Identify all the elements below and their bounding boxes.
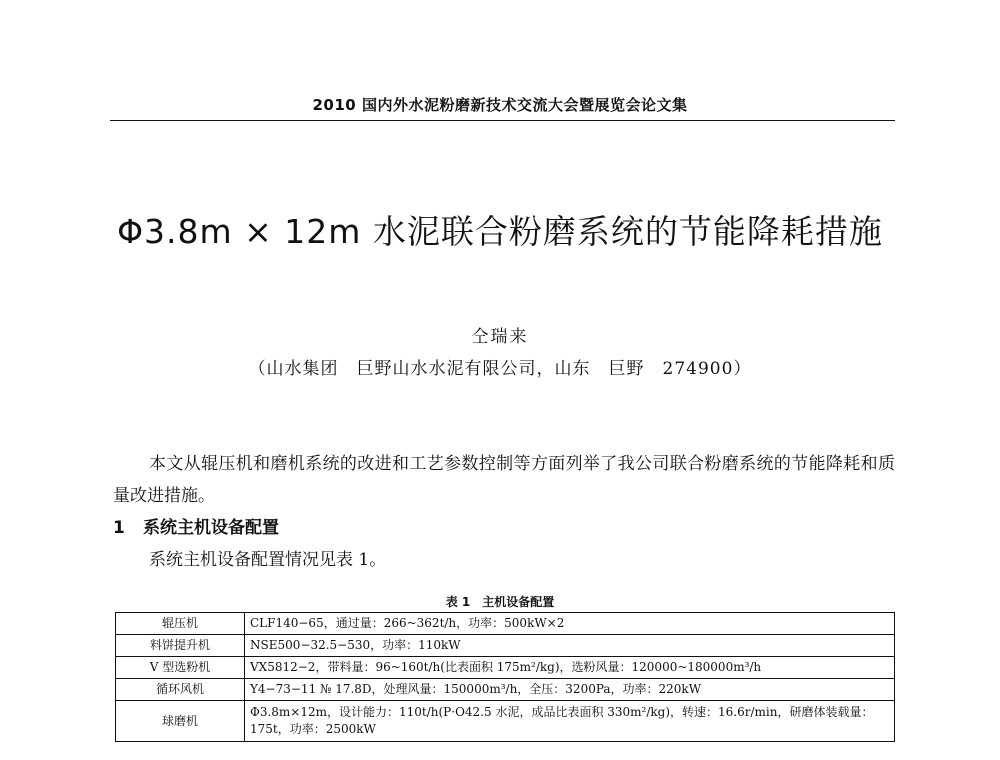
table-row bbox=[116, 657, 895, 679]
author-affiliation: （山水集团 巨野山水水泥有限公司，山东 巨野 274900） bbox=[248, 359, 752, 379]
equipment-spec: Y4−73−11 № 17.8D，处理风量：150000m³/h，全压：3200Pa，功率：220kW bbox=[245, 679, 895, 701]
equipment-spec: CLF140−65，通过量：266~362t/h，功率：500kW×2 bbox=[245, 613, 895, 635]
section-number: 1 bbox=[113, 518, 125, 538]
equipment-name: 循环风机 bbox=[116, 679, 245, 701]
paper-title: Φ3.8m × 12m 水泥联合粉磨系统的节能降耗措施 bbox=[117, 212, 883, 251]
equipment-name: 料饼提升机 bbox=[116, 635, 245, 657]
section-paragraph: 系统主机设备配置情况见表 1。 bbox=[149, 550, 387, 570]
equipment-table bbox=[115, 612, 895, 742]
table-row bbox=[116, 701, 895, 742]
section-title: 系统主机设备配置 bbox=[143, 518, 279, 538]
author-name: 仝瑞来 bbox=[471, 327, 529, 347]
equipment-name: V 型选粉机 bbox=[116, 657, 245, 679]
equipment-spec: VX5812−2，带料量：96~160t/h(比表面积 175m²/kg)，选粉风量：120000~180000m³/h bbox=[245, 657, 895, 679]
table-row bbox=[116, 679, 895, 701]
equipment-spec: Φ3.8m×12m，设计能力：110t/h(P·O42.5 水泥，成品比表面积 330m²/kg)，转速：16.6r/min，研磨体装载量：175t，功率：2500kW bbox=[245, 701, 895, 742]
equipment-spec: NSE500−32.5−530，功率：110kW bbox=[245, 635, 895, 657]
table-row bbox=[116, 613, 895, 635]
table-row bbox=[116, 635, 895, 657]
equipment-name: 球磨机 bbox=[116, 701, 245, 742]
section-heading bbox=[113, 513, 279, 538]
abstract-paragraph: 本文从辊压机和磨机系统的改进和工艺参数控制等方面列举了我公司联合粉磨系统的节能降耗和质量改进措施。 bbox=[113, 454, 895, 506]
header-rule bbox=[110, 120, 895, 121]
running-header: 2010 国内外水泥粉磨新技术交流大会暨展览会论文集 bbox=[312, 96, 688, 114]
equipment-name: 辊压机 bbox=[116, 613, 245, 635]
table-caption: 表 1 主机设备配置 bbox=[445, 595, 555, 609]
